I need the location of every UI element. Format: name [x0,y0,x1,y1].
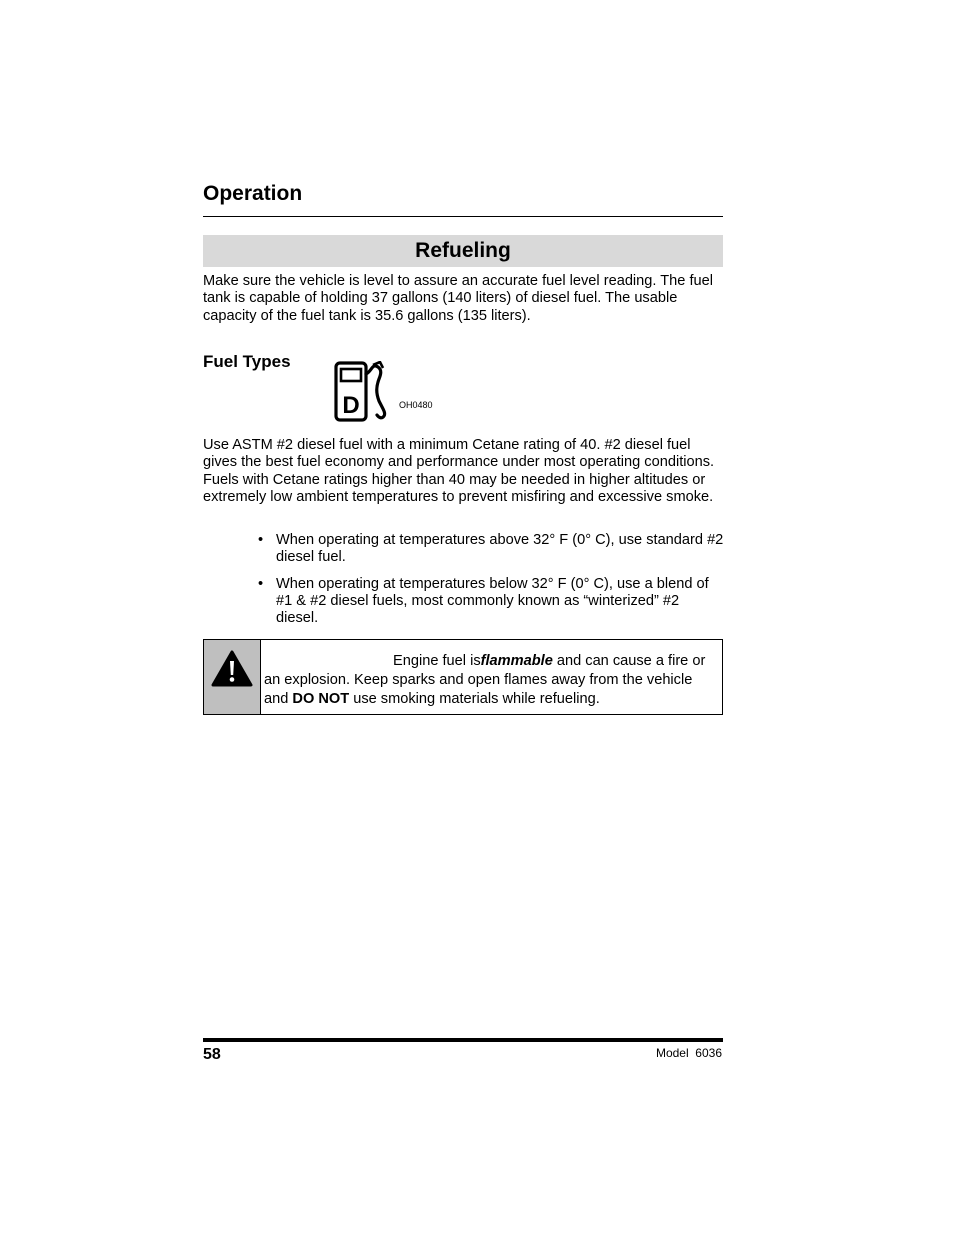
bullet-text: When operating at temperatures below 32° F (0° C), use a blend of #1 & #2 diesel fuels, most commonly known as “winterized” #2 diesel. [276,575,709,627]
figure-code: OH0480 [399,400,433,410]
bullet-marker: • [258,575,264,592]
fuel-types-heading: Fuel Types [203,352,291,371]
bullet-marker: • [258,532,264,548]
list-item [258,576,725,628]
warning-part-3: use smoking materials while refueling. [349,691,600,707]
list-item [258,532,725,567]
model-text: Model 6036 [655,1046,722,1060]
section-title: Operation [203,182,303,205]
footer-rule [203,1038,723,1042]
fuel-types-paragraph: Use ASTM #2 diesel fuel with a minimum Cetane rating of 40. #2 diesel fuel gives the best fuel economy and performance under most operating conditions. Fuels with Cetane ratings higher than 40 may be needed in higher altitudes or extremely low ambient temperatures to prevent misfiring and excessive smoke. [203,437,715,505]
warning-part-2: and can cause a fire or an explosion. Keep sparks and open flames away from the vehicle and [264,653,706,707]
model-label [560,1046,722,1060]
page-title: Refueling [415,239,511,262]
warning-text [264,652,716,709]
warning-part-1: Engine fuel is [393,653,481,669]
warning-strong: DO NOT [292,691,350,707]
warning-sidebar [204,640,261,714]
bullet-text: When operating at temperatures above 32° F (0° C), use standard #2 diesel fuel. [276,532,724,566]
warning-emphasis: flammable [480,653,553,669]
intro-paragraph: Make sure the vehicle is level to assure an accurate fuel level reading. The fuel tank is capable of holding 37 gallons (140 liters) of diesel fuel. The usable capacity of the fuel tank is 35.6 gallons (135 liters). [203,273,713,324]
page-number: 58 [203,1046,221,1063]
warning-box [203,639,723,715]
warning-triangle-icon [211,650,253,688]
diesel-fuel-pump-icon [333,361,389,423]
header-rule [203,216,723,217]
svg-text:D: D [342,392,360,419]
fuel-bullet-list [258,532,725,636]
heading-band [203,235,723,267]
